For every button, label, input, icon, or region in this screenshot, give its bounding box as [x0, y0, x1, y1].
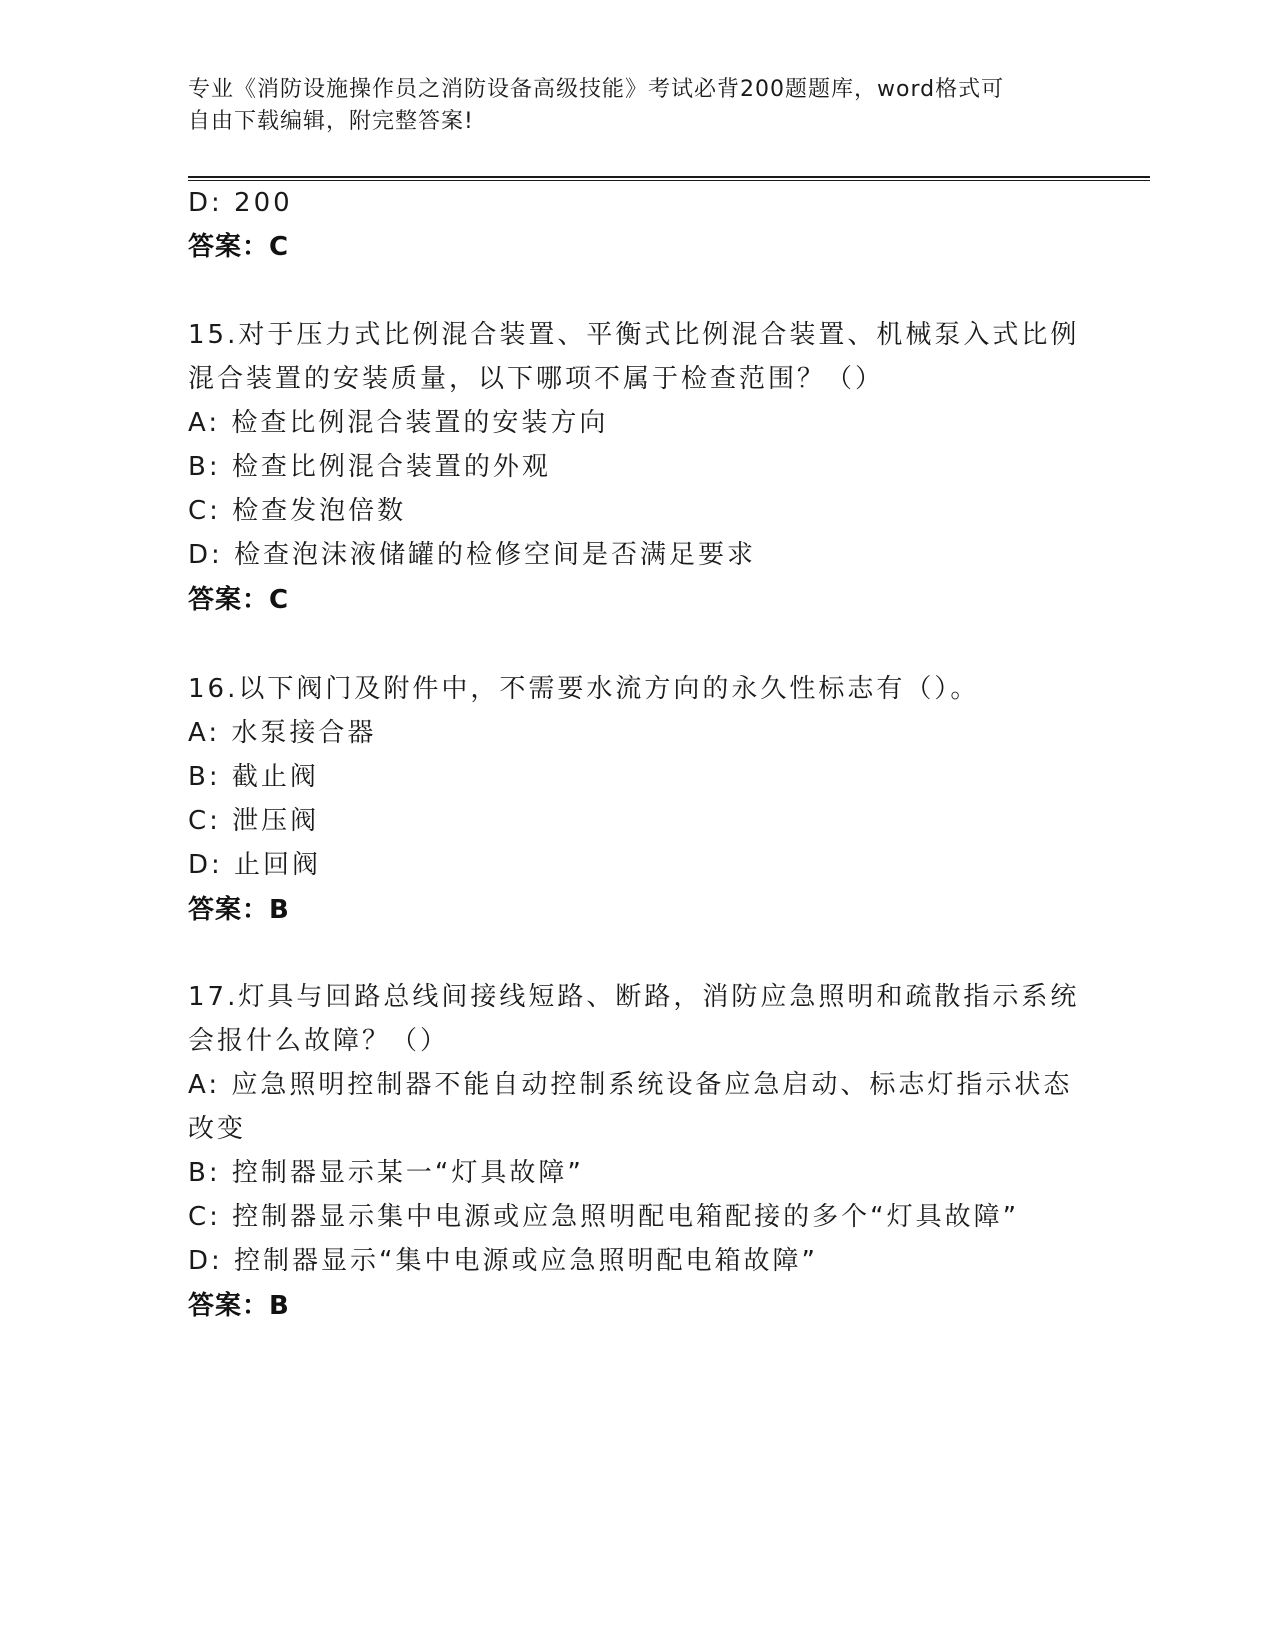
- option-c: C: 检查发泡倍数: [188, 496, 407, 526]
- option-c: C: 泄压阀: [188, 806, 320, 836]
- question-stem: 混合装置的安装质量，以下哪项不属于检查范围？（）: [188, 364, 885, 394]
- option-c: C: 控制器显示集中电源或应急照明配电箱配接的多个“灯具故障”: [188, 1202, 1020, 1232]
- answer: 答案：B: [188, 895, 290, 925]
- question-stem: 16.以下阀门及附件中，不需要水流方向的永久性标志有（）。: [188, 674, 980, 704]
- question-stem: 15.对于压力式比例混合装置、平衡式比例混合装置、机械泵入式比例: [188, 320, 1080, 350]
- option-a: A: 应急照明控制器不能自动控制系统设备应急启动、标志灯指示状态: [188, 1070, 1073, 1100]
- page-header: [188, 74, 1088, 138]
- question-stem: 17.灯具与回路总线间接线短路、断路，消防应急照明和疏散指示系统: [188, 982, 1080, 1012]
- question-stem: 会报什么故障？（）: [188, 1026, 450, 1056]
- header-line-2: 自由下载编辑，附完整答案!: [188, 109, 474, 134]
- answer: 答案：B: [188, 1291, 290, 1321]
- option-b: B: 检查比例混合装置的外观: [188, 452, 551, 482]
- option-d: D: 控制器显示“集中电源或应急照明配电箱故障”: [188, 1246, 818, 1276]
- option-b: B: 控制器显示某一“灯具故障”: [188, 1158, 584, 1188]
- answer: 答案：C: [188, 585, 290, 615]
- option-a: A: 水泵接合器: [188, 718, 377, 748]
- option-d: D: 止回阀: [188, 850, 322, 880]
- option-d: D: 检查泡沫液储罐的检修空间是否满足要求: [188, 540, 757, 570]
- option-a-continued: 改变: [188, 1114, 247, 1144]
- prev-answer: 答案：C: [188, 232, 290, 262]
- option-b: B: 截止阀: [188, 762, 319, 792]
- prev-option-d: D: 200: [188, 188, 293, 218]
- header-divider: [188, 176, 1150, 181]
- header-line-1: 专业《消防设施操作员之消防设备高级技能》考试必背200题题库，word格式可: [188, 77, 1005, 102]
- option-a: A: 检查比例混合装置的安装方向: [188, 408, 609, 438]
